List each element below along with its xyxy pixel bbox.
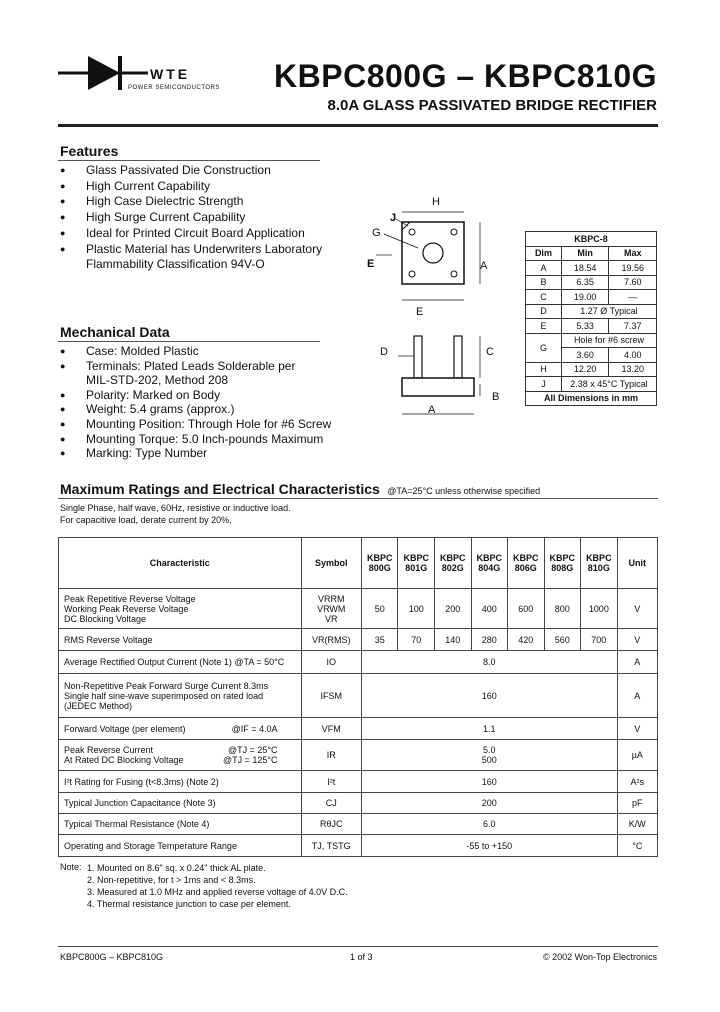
dim-row: G Hole for #6 screw	[526, 333, 657, 348]
table-row: Non-Repetitive Peak Forward Surge Current 8.3ms Single half sine-wave superimposed on rated load (JEDEC Method) IFSM 160 A	[59, 674, 658, 718]
dim-table-package: KBPC-8	[526, 232, 657, 247]
dim-row: 3.60 4.00	[526, 348, 657, 363]
brand-name: WTE	[150, 66, 191, 82]
ratings-condition: @TA=25°C unless otherwise specified	[387, 486, 541, 496]
dim-label-a-top: A	[480, 260, 488, 272]
col-part: KBPC 800G	[361, 538, 398, 589]
mechanical-item: ● Marking: Type Number	[60, 446, 360, 461]
ratings-line-1: Single Phase, half wave, 60Hz, resistive or inductive load.	[60, 503, 291, 513]
dim-label-e-bottom: E	[416, 306, 424, 318]
notes-label: Note:	[60, 862, 82, 872]
feature-item: ● High Current Capability	[60, 179, 350, 195]
note-item: 3. Measured at 1.0 MHz and applied reverse voltage of 4.0V D.C.	[87, 887, 348, 897]
ratings-title: Maximum Ratings and Electrical Characteristics	[60, 481, 380, 497]
mechanical-underline	[58, 341, 320, 342]
mechanical-item: ● Polarity: Marked on Body	[60, 388, 360, 403]
brand-tagline: POWER SEMICONDUCTORS	[128, 85, 220, 91]
dim-row: J 2.38 x 45°C Typical	[526, 377, 657, 392]
dim-label-c: C	[486, 346, 494, 358]
col-part: KBPC 808G	[544, 538, 581, 589]
ratings-heading	[60, 481, 540, 499]
dim-label-g: G	[372, 227, 381, 239]
table-row: Average Rectified Output Current (Note 1) @TA = 50°C IO 8.0 A	[59, 651, 658, 674]
dim-row: E 5.33 7.37	[526, 319, 657, 334]
feature-item: Flammability Classification 94V-O	[86, 257, 265, 272]
dim-label-b: B	[492, 391, 500, 403]
dim-row: D 1.27 Ø Typical	[526, 304, 657, 319]
note-item: 4. Thermal resistance junction to case per element.	[87, 899, 291, 909]
mechanical-list	[60, 344, 360, 461]
ratings-header-row	[59, 538, 658, 589]
features-underline	[58, 160, 320, 161]
table-row: I²t Rating for Fusing (t<8.3ms) (Note 2) I²t 160 A²s	[59, 771, 658, 793]
dim-table-header: Dim	[526, 246, 562, 261]
mechanical-item: ● Mounting Position: Through Hole for #6 Screw	[60, 417, 360, 432]
dim-row: A 18.54 19.56	[526, 261, 657, 276]
dim-table-header: Max	[609, 246, 657, 261]
footer-divider	[58, 946, 658, 947]
feature-item: ● Plastic Material has Underwriters Laboratory	[60, 242, 350, 258]
dim-label-a-side: A	[428, 404, 436, 416]
page-subtitle: 8.0A GLASS PASSIVATED BRIDGE RECTIFIER	[327, 97, 657, 114]
footer-copyright: © 2002 Won-Top Electronics	[542, 952, 657, 962]
table-row: Operating and Storage Temperature Range TJ, TSTG -55 to +150 °C	[59, 835, 658, 857]
mechanical-item: MIL-STD-202, Method 208	[86, 373, 229, 388]
table-row: Typical Thermal Resistance (Note 4) RθJC 6.0 K/W	[59, 814, 658, 835]
feature-item: ● Ideal for Printed Circuit Board Application	[60, 226, 350, 242]
dim-row: B 6.35 7.60	[526, 275, 657, 290]
dim-row: C 19.00 —	[526, 290, 657, 305]
table-row: RMS Reverse Voltage VR(RMS) 35 70 140 280 420 560 700 V	[59, 629, 658, 651]
notes-list	[87, 862, 348, 910]
table-row: Typical Junction Capacitance (Note 3) CJ 200 pF	[59, 793, 658, 814]
side-view-diagram	[380, 328, 510, 428]
footer-page: 1 of 3	[350, 952, 373, 962]
feature-item: ● High Case Dielectric Strength	[60, 194, 350, 210]
mechanical-item: ● Case: Molded Plastic	[60, 344, 360, 359]
wte-logo	[58, 52, 218, 98]
note-item: 1. Mounted on 8.6" sq. x 0.24" thick AL plate.	[87, 863, 266, 873]
dim-label-d: D	[380, 346, 388, 358]
dim-table-header: Min	[561, 246, 609, 261]
col-part: KBPC 801G	[398, 538, 435, 589]
table-row: Peak Repetitive Reverse Voltage Working Peak Reverse Voltage DC Blocking Voltage VRRM VRWM VR 50 100 200 400 600 800 1000 V	[59, 589, 658, 629]
header-divider	[58, 124, 658, 127]
features-title: Features	[60, 143, 119, 159]
dim-row: H 12.20 13.20	[526, 362, 657, 377]
col-part: KBPC 810G	[581, 538, 618, 589]
ratings-underline	[58, 498, 658, 499]
note-item: 2. Non-repetitive, for t > 1ms and < 8.3ms.	[87, 875, 256, 885]
col-characteristic: Characteristic	[59, 538, 302, 589]
dim-table-footer: All Dimensions in mm	[526, 391, 657, 406]
page-title: KBPC800G – KBPC810G	[274, 58, 657, 94]
dimension-table	[525, 231, 657, 406]
dim-label-j: J	[390, 212, 397, 224]
mechanical-item: ● Mounting Torque: 5.0 Inch-pounds Maximum	[60, 432, 360, 447]
table-row: Forward Voltage (per element) @IF = 4.0A VFM 1.1 V	[59, 718, 658, 740]
top-view-diagram	[362, 192, 492, 322]
footer-left: KBPC800G – KBPC810G	[60, 952, 164, 962]
col-part: KBPC 802G	[435, 538, 472, 589]
dim-label-e-left: E	[367, 258, 375, 270]
ratings-table	[58, 537, 658, 857]
col-part: KBPC 804G	[471, 538, 508, 589]
mechanical-item: ● Terminals: Plated Leads Solderable per	[60, 359, 360, 374]
ratings-line-2: For capacitive load, derate current by 20%.	[60, 515, 232, 525]
features-list	[60, 163, 350, 273]
col-part: KBPC 806G	[508, 538, 545, 589]
mechanical-title: Mechanical Data	[60, 324, 170, 340]
col-symbol: Symbol	[301, 538, 361, 589]
dim-label-h: H	[432, 196, 440, 208]
mechanical-item: ● Weight: 5.4 grams (approx.)	[60, 402, 360, 417]
table-row: Peak Reverse Current @TJ = 25°C At Rated DC Blocking Voltage @TJ = 125°C IR 5.0 500 µA	[59, 740, 658, 771]
col-unit: Unit	[617, 538, 657, 589]
feature-item: ● High Surge Current Capability	[60, 210, 350, 226]
feature-item: ● Glass Passivated Die Construction	[60, 163, 350, 179]
